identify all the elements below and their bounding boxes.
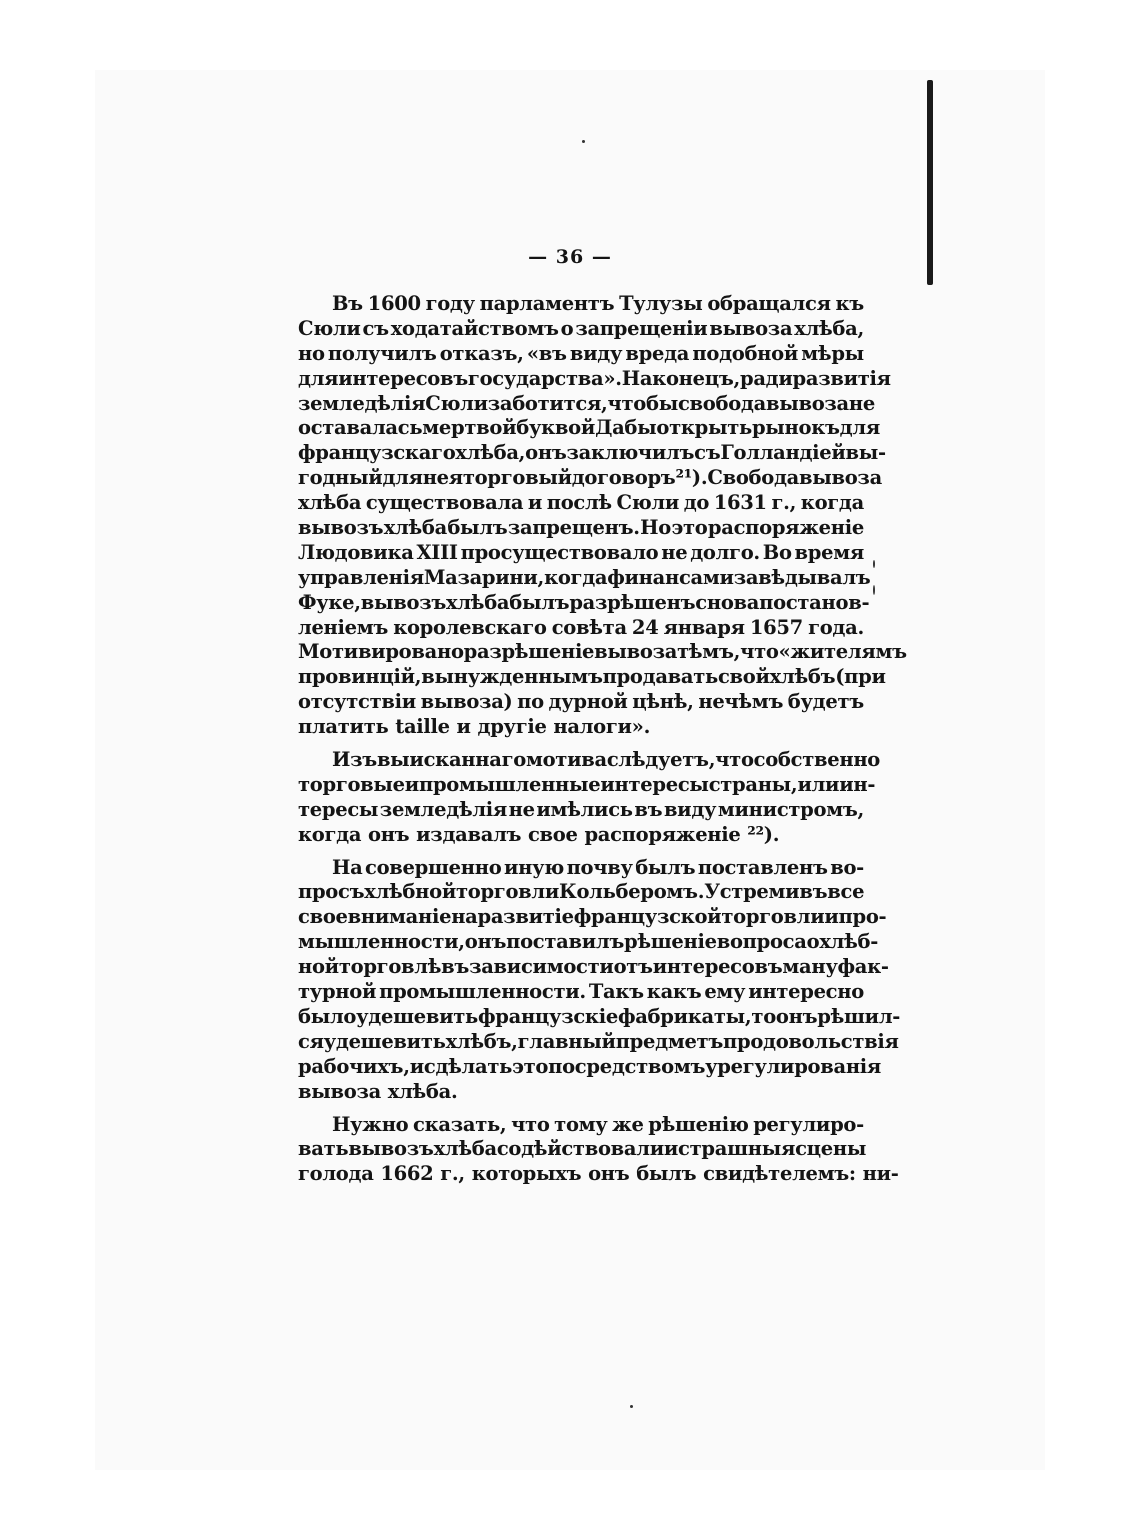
word: свой: [717, 665, 770, 689]
word: Но: [640, 516, 672, 540]
text-line: [298, 772, 876, 798]
word: интересы: [600, 772, 709, 796]
word: мышленности,: [298, 930, 465, 954]
word: былъ: [635, 855, 696, 879]
word: торговые: [298, 772, 405, 796]
word: обращался: [707, 292, 831, 315]
word: 24: [631, 615, 659, 639]
word: имѣлись: [536, 797, 633, 821]
word: Дабы: [595, 416, 657, 440]
word: ²¹).: [675, 466, 708, 490]
word: распоряженiе: [707, 516, 864, 540]
word: предметъ: [615, 1029, 724, 1053]
word: финансами: [607, 565, 734, 589]
word: французскаго: [298, 441, 456, 465]
word: вывоза: [709, 316, 793, 340]
word: главный: [517, 1029, 616, 1053]
word: распоряженiе: [584, 822, 741, 846]
word: торговли: [721, 905, 825, 929]
text-line: [298, 1162, 899, 1187]
word: былъ: [447, 516, 508, 540]
word: свидѣтелемъ:: [703, 1162, 856, 1186]
word: земледѣлiя: [379, 797, 508, 821]
word: земледѣлiя: [298, 391, 426, 415]
text-line: [298, 1113, 864, 1138]
word: рынокъ: [751, 416, 840, 440]
word: налоги».: [553, 715, 651, 739]
word: заключилъ: [566, 441, 695, 465]
word: открыть: [656, 416, 752, 440]
word: taille: [395, 715, 450, 739]
word: для: [298, 366, 339, 390]
word: Мотивировано: [298, 640, 464, 664]
word: издавалъ: [416, 822, 522, 846]
word: развитiя: [792, 366, 891, 390]
word: былъ: [636, 1162, 697, 1186]
word: Сюли: [298, 316, 361, 340]
word: страны,: [708, 772, 798, 796]
text-line: [298, 541, 864, 566]
word: платить: [298, 715, 389, 739]
word: продавать: [602, 665, 718, 689]
text-line: [298, 880, 864, 905]
word: году: [425, 292, 475, 315]
word: былъ: [509, 590, 570, 614]
word: удешевить: [323, 1029, 446, 1053]
word: вреда: [625, 341, 690, 365]
word: въ: [441, 955, 470, 979]
word: когда: [800, 491, 864, 515]
word: не: [848, 391, 875, 415]
word: вопроса: [716, 930, 807, 954]
word: виду: [663, 797, 717, 821]
paragraph: [298, 292, 907, 740]
word: государства».: [467, 366, 622, 390]
word: ему: [704, 980, 746, 1004]
word: ин-: [839, 772, 876, 796]
word: что: [511, 1112, 550, 1136]
word: рѣшил-: [817, 1004, 901, 1028]
word: будетъ: [787, 690, 864, 714]
word: постанов-: [759, 590, 870, 614]
word: ²²).: [747, 822, 780, 846]
word: годный: [298, 466, 383, 490]
word: парламентъ: [479, 292, 615, 315]
word: тому: [554, 1112, 608, 1136]
word: Такъ: [588, 980, 644, 1004]
scan-speck: [582, 140, 585, 143]
word: до: [683, 491, 710, 515]
word: мануфак-: [782, 955, 889, 979]
word: мѣры: [801, 341, 864, 365]
word: поставилъ: [506, 930, 624, 954]
text-line: [298, 980, 864, 1005]
body-text: [298, 292, 907, 1187]
word: къ: [835, 292, 864, 315]
word: совѣта: [551, 615, 627, 639]
word: министромъ,: [717, 797, 864, 821]
word: виду: [569, 341, 623, 365]
word: «въ: [526, 341, 567, 365]
word: не: [661, 540, 688, 564]
word: и: [404, 772, 419, 796]
word: хлѣба: [298, 491, 362, 515]
word: заботится,: [487, 391, 608, 415]
word: Наконецъ,: [621, 366, 740, 390]
word: это: [671, 516, 708, 540]
word: по: [517, 690, 544, 714]
word: Сюли: [425, 391, 488, 415]
word: когда: [298, 822, 362, 846]
word: послѣ: [546, 491, 612, 515]
paragraph-gap: [298, 1105, 864, 1113]
word: какъ: [646, 980, 702, 1004]
word: ради: [740, 366, 793, 390]
word: отсутствiи: [298, 690, 416, 714]
word: хлѣба.: [387, 1079, 458, 1103]
word: про-: [838, 905, 887, 929]
word: мертвой: [422, 416, 517, 440]
text-line: [298, 905, 887, 930]
text-line: [298, 292, 864, 317]
word: хлѣбъ,: [445, 1029, 518, 1053]
word: (при: [835, 665, 886, 689]
word: хлѣбъ: [769, 665, 836, 689]
word: договоръ: [571, 466, 676, 490]
word: торговый: [462, 466, 572, 490]
word: провинцiй,: [298, 665, 422, 689]
word: промышленные: [418, 772, 601, 796]
word: ленiемъ: [298, 615, 389, 639]
word: урегулированiя: [705, 1054, 882, 1078]
word: 1600: [367, 292, 421, 315]
word: торговли: [455, 880, 560, 904]
word: вывозъ: [348, 1137, 434, 1161]
text-line: [298, 856, 864, 881]
word: цѣнѣ,: [632, 690, 694, 714]
word: и: [527, 491, 543, 515]
word: то: [751, 1004, 776, 1028]
word: нечѣмъ: [698, 690, 784, 714]
word: хлѣба: [433, 1137, 497, 1161]
word: когда: [544, 565, 608, 589]
text-line: [298, 930, 878, 955]
text-line: [298, 565, 871, 591]
word: о: [806, 930, 820, 954]
word: хлѣбной: [364, 880, 456, 904]
text-line: [298, 466, 882, 491]
word: января: [663, 615, 745, 639]
text-line: [298, 798, 864, 823]
word: запрещенъ.: [507, 516, 640, 540]
word: въ: [634, 797, 663, 821]
word: что: [715, 748, 754, 772]
text-line: [298, 342, 864, 367]
word: г.,: [440, 1162, 465, 1186]
word: 1662: [380, 1162, 434, 1186]
word: свое: [298, 905, 348, 929]
word: съ: [362, 316, 389, 340]
text-line: [298, 1054, 882, 1080]
word: получилъ: [327, 341, 437, 365]
word: это: [512, 1054, 549, 1078]
word: французской: [573, 905, 722, 929]
word: страшныя: [678, 1137, 796, 1161]
word: развитiе: [477, 905, 574, 929]
word: ся: [298, 1029, 324, 1053]
word: зависимости: [469, 955, 614, 979]
word: сдѣлать: [423, 1054, 513, 1078]
word: отказъ,: [439, 341, 524, 365]
word: вывоза: [298, 1079, 381, 1103]
word: иную: [503, 855, 564, 879]
word: онъ: [588, 1162, 630, 1186]
word: мотива: [525, 748, 607, 772]
text-line: [298, 317, 864, 342]
word: ходатайствомъ: [390, 316, 559, 340]
word: турной: [298, 980, 377, 1004]
word: интересно: [748, 980, 864, 1004]
word: вывоза): [420, 690, 513, 714]
word: онъ: [775, 1004, 818, 1028]
word: интересовъ: [338, 366, 468, 390]
word: хлѣба: [446, 590, 510, 614]
text-line: [298, 640, 907, 665]
word: Въ: [332, 292, 363, 315]
word: королевскаго: [393, 615, 547, 639]
word: Во: [762, 540, 792, 564]
word: и: [663, 1137, 679, 1161]
word: отъ: [613, 955, 653, 979]
word: существовала: [365, 491, 524, 515]
scan-speck: [873, 560, 875, 568]
word: На: [332, 855, 363, 879]
word: интересовъ: [652, 955, 783, 979]
word: содѣйствовали: [496, 1137, 664, 1161]
word: совершенно: [365, 855, 502, 879]
word: свое: [527, 822, 578, 846]
word: Нужно: [332, 1112, 409, 1136]
word: долго.: [690, 540, 760, 564]
word: тѣмъ,: [677, 640, 741, 664]
text-line: [298, 491, 864, 516]
word: почву: [566, 855, 633, 879]
paragraph: [298, 748, 881, 848]
word: Кольберомъ.: [559, 880, 705, 904]
word: рѣшенiе: [624, 930, 717, 954]
word: вать: [298, 1137, 349, 1161]
word: Устремивъ: [704, 880, 828, 904]
word: на: [451, 905, 478, 929]
word: хлѣба,: [794, 316, 864, 340]
word: продовольствiя: [723, 1029, 899, 1053]
page-number: — 36 —: [528, 246, 612, 268]
word: вынужденнымъ: [421, 665, 603, 689]
word: оставалась: [298, 416, 423, 440]
word: свобода: [677, 391, 766, 415]
word: хлѣба,: [455, 441, 526, 465]
word: хлѣба: [383, 516, 447, 540]
word: хлѣб-: [819, 930, 878, 954]
word: 1631: [713, 491, 767, 515]
word: посредствомъ: [548, 1054, 706, 1078]
word: вниманiе: [347, 905, 452, 929]
word: Мазарини,: [423, 565, 545, 589]
word: дурной: [548, 690, 628, 714]
word: Голландiей: [720, 441, 846, 465]
word: разрѣшенъ: [569, 590, 696, 614]
text-line: [298, 955, 889, 980]
word: буквой: [516, 416, 596, 440]
word: но: [298, 341, 325, 365]
word: для: [382, 466, 423, 490]
word: Людовика: [298, 540, 414, 564]
word: вывоза: [594, 640, 678, 664]
word: чтобы: [607, 391, 678, 415]
word: рѣшенiю: [648, 1112, 749, 1136]
word: не: [508, 797, 535, 821]
word: вы-: [845, 441, 886, 465]
word: что: [740, 640, 779, 664]
word: управленiя: [298, 565, 424, 589]
text-line: [298, 823, 864, 848]
word: и: [409, 1054, 424, 1078]
word: фабрикаты,: [617, 1004, 752, 1028]
text-line: [298, 715, 864, 740]
paragraph-gap: [298, 848, 864, 856]
word: и: [824, 905, 839, 929]
word: вывозъ: [298, 516, 384, 540]
text-line: [298, 366, 891, 392]
word: вывоза: [798, 466, 882, 490]
paragraph-gap: [298, 740, 864, 748]
word: просуществовало: [460, 540, 659, 564]
word: онъ: [367, 822, 410, 846]
word: «жителямъ: [778, 640, 907, 664]
word: ной: [298, 955, 339, 979]
word: регулиро-: [753, 1112, 864, 1136]
text-line: [298, 665, 886, 690]
word: XIII: [416, 540, 458, 564]
word: торговлѣ: [338, 955, 442, 979]
word: г.,: [771, 491, 797, 515]
word: сцены: [795, 1137, 867, 1161]
word: снова: [695, 590, 760, 614]
word: о: [560, 316, 574, 340]
text-line: [298, 1004, 901, 1030]
word: ни-: [862, 1162, 899, 1186]
text-line: [298, 616, 864, 641]
word: голода: [298, 1162, 374, 1186]
word: Изъ: [332, 748, 377, 772]
word: онъ: [464, 930, 507, 954]
word: промышленности.: [379, 980, 586, 1004]
word: французскiе: [478, 1004, 618, 1028]
word: Фуке,: [298, 590, 361, 614]
word: вывозъ: [360, 590, 447, 614]
word: Сюли: [616, 491, 680, 515]
word: тересы: [298, 797, 379, 821]
word: же: [612, 1112, 644, 1136]
word: Тулузы: [619, 292, 703, 315]
word: съ: [694, 441, 721, 465]
word: слѣдуетъ,: [606, 748, 716, 772]
paragraph: [298, 1112, 899, 1188]
word: просъ: [298, 880, 365, 904]
word: Свобода: [707, 466, 799, 490]
word: нея: [422, 466, 463, 490]
word: запрещенiи: [575, 316, 708, 340]
scan-speck: [630, 1405, 633, 1408]
word: во-: [830, 855, 864, 879]
word: время: [794, 540, 864, 564]
word: выисканнаго: [376, 748, 526, 772]
text-line: [298, 516, 864, 541]
text-line: [298, 1080, 864, 1105]
text-line: [298, 690, 864, 715]
text-line: [298, 391, 875, 417]
word: рабочихъ,: [298, 1054, 410, 1078]
word: собственно: [753, 748, 881, 772]
scan-speck: [873, 585, 875, 595]
text-line: [298, 1029, 899, 1055]
word: для: [839, 416, 880, 440]
word: было: [298, 1004, 357, 1028]
word: 1657: [749, 615, 803, 639]
text-line: [298, 416, 880, 441]
word: и: [456, 715, 471, 739]
word: удешевить: [356, 1004, 478, 1028]
word: завѣдывалъ: [733, 565, 871, 589]
text-line: [298, 441, 886, 466]
word: или: [797, 772, 840, 796]
text-line: [298, 748, 881, 773]
paragraph: [298, 855, 901, 1105]
word: все: [827, 880, 865, 904]
word: которыхъ: [471, 1162, 582, 1186]
word: подобной: [692, 341, 799, 365]
text-line: [298, 1137, 867, 1162]
word: вывоза: [765, 391, 849, 415]
word: разрѣшенiе: [463, 640, 595, 664]
word: онъ: [525, 441, 567, 465]
word: поставленъ: [697, 855, 828, 879]
word: другiе: [477, 715, 547, 739]
word: года.: [808, 615, 864, 639]
text-line: [298, 590, 870, 616]
word: сказать,: [413, 1112, 507, 1136]
